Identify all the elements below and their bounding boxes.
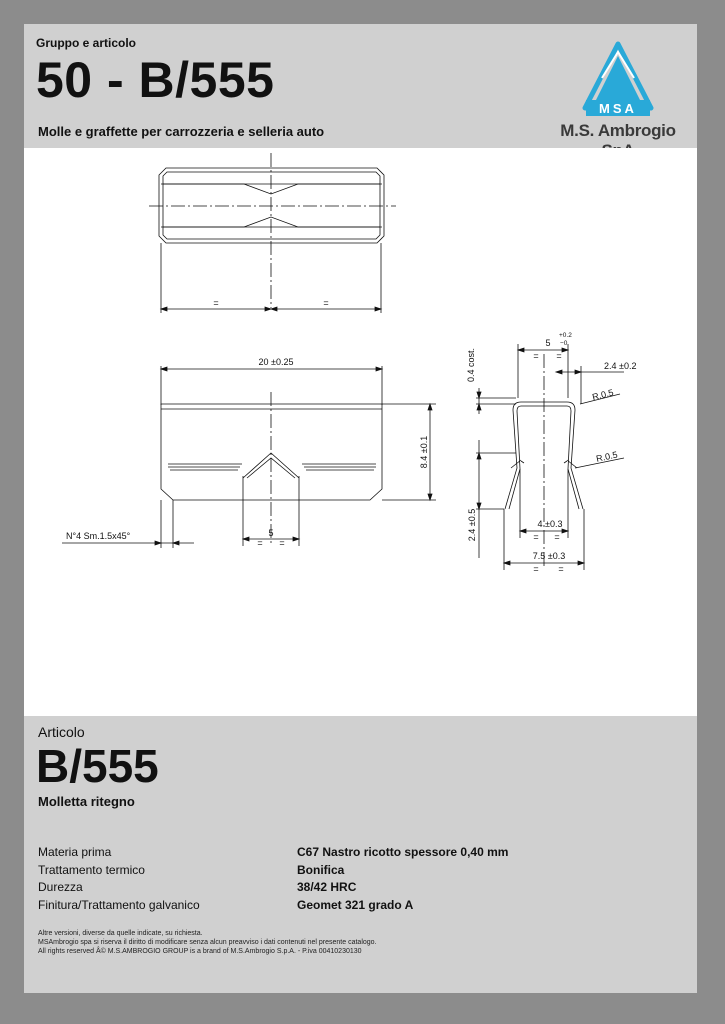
- dim-eq-10: =: [558, 564, 564, 574]
- dim-height: 8.4 ±0.1: [419, 435, 429, 469]
- dim-notch: 5: [268, 528, 274, 538]
- dim-inner: 4 ±0.3: [537, 519, 563, 529]
- note-line: All rights reserved Â© M.S.AMBROGIO GROUP is a brand of M.S.Ambrogio S.p.A. - P.iva 00410230130: [38, 948, 362, 955]
- msa-triangle-icon: [548, 38, 688, 122]
- category-subtitle: Molle e graffette per carrozzeria e selleria auto: [38, 124, 325, 139]
- spec-key: Materia prima: [38, 845, 112, 859]
- group-label: Gruppo e articolo: [36, 36, 137, 50]
- dim-eq-3: =: [257, 538, 263, 548]
- dim-gap-tol-minus: −0: [560, 340, 568, 347]
- dim-thickness: 0.4 cost.: [466, 347, 476, 383]
- group-article-code: 50 - B/555: [36, 52, 275, 108]
- dim-leg: 2.4 ±0.2: [604, 361, 637, 371]
- spec-value: C67 Nastro ricotto spessore 0,40 mm: [297, 845, 509, 859]
- dim-gap: 5: [545, 338, 551, 348]
- technical-drawing: [24, 148, 697, 716]
- dim-eq-9: =: [533, 564, 539, 574]
- spec-row: [38, 898, 678, 916]
- top-view: [149, 153, 396, 313]
- dim-eq-7: =: [533, 532, 539, 542]
- legal-notes: [38, 929, 377, 956]
- note-line: MSAmbrogio spa si riserva il diritto di modificare senza alcun preavviso i dati contenuti nel presente catalogo.: [38, 939, 377, 946]
- brand-name: M.S. Ambrogio: [560, 121, 676, 140]
- dim-eq-1: =: [213, 298, 219, 308]
- dim-eq-4: =: [279, 538, 285, 548]
- dim-eq-6: =: [556, 351, 562, 361]
- spec-value: 38/42 HRC: [297, 880, 357, 894]
- spec-value: Bonifica: [297, 862, 345, 877]
- dim-eq-8: =: [554, 532, 560, 542]
- dim-eq-5: =: [533, 351, 539, 361]
- logo-letters: MSA: [599, 101, 637, 116]
- spec-value: Geomet 321 grado A: [297, 897, 414, 912]
- article-section: [24, 716, 697, 993]
- catalog-sheet: [24, 24, 697, 993]
- section-view: [466, 332, 636, 574]
- header: [24, 24, 697, 148]
- spec-row: [38, 863, 678, 881]
- dim-eq-2: =: [323, 298, 329, 308]
- dim-outer: 7.5 ±0.3: [532, 551, 566, 561]
- article-description: Molletta ritegno: [38, 794, 135, 809]
- note-line: Altre versioni, diverse da quelle indicate, su richiesta.: [38, 930, 203, 937]
- dim-foot: 2.4 ±0.5: [467, 508, 477, 542]
- front-view: [62, 357, 436, 548]
- spec-table: [38, 845, 678, 915]
- msa-logo: [548, 38, 688, 148]
- spec-key: Durezza: [38, 880, 83, 894]
- spec-row: [38, 880, 678, 898]
- dim-radius-2: R.0.5: [595, 449, 619, 464]
- dim-overall-width: 20 ±0.25: [258, 357, 294, 367]
- spec-row: [38, 845, 678, 863]
- dim-gap-tol-plus: +0.2: [559, 332, 572, 339]
- dim-chamfer: N°4 Sm.1.5x45°: [66, 531, 131, 541]
- dim-radius-1: R.0.5: [591, 387, 615, 403]
- article-code: B/555: [36, 740, 159, 792]
- spec-key: Finitura/Trattamento galvanico: [38, 897, 200, 912]
- article-label: Articolo: [38, 724, 85, 740]
- spec-key: Trattamento termico: [38, 862, 145, 877]
